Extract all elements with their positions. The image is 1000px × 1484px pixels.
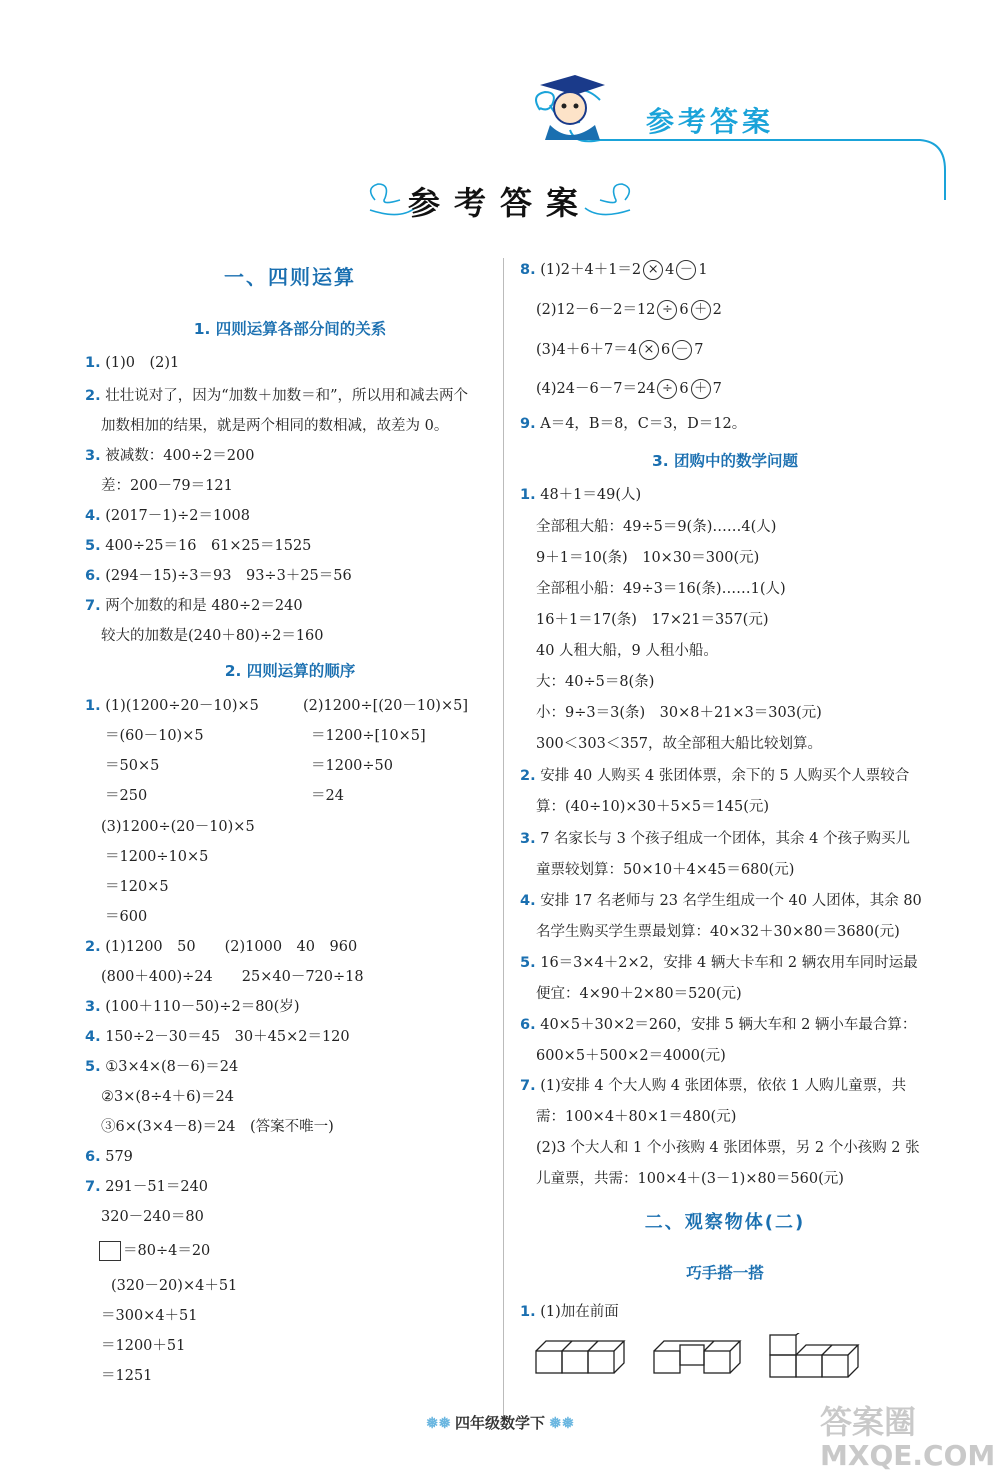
snowflake-icon: ❅❅ bbox=[549, 1414, 575, 1432]
answer-line: 3. (100＋110－50)÷2＝80(岁) bbox=[85, 999, 300, 1015]
answer-line: 3. 被减数：400÷2＝200 bbox=[85, 448, 255, 464]
answer-line: 9. A＝4，B＝8，C＝3，D＝12。 bbox=[520, 416, 747, 432]
answer-line: 6. 579 bbox=[85, 1149, 133, 1165]
answer-line: (320－20)×4＋51 bbox=[111, 1278, 238, 1294]
answer-line: (2)1200÷[(20－10)×5] bbox=[303, 698, 468, 714]
answer-line: ②3×(8÷4＋6)＝24 bbox=[101, 1089, 234, 1105]
page-footer: ❅❅ 四年级数学下 ❅❅ bbox=[425, 1414, 575, 1432]
answer-line: (4)24－6－7＝24 ÷ 6 ＋ 7 bbox=[536, 381, 722, 397]
answer-line: 名学生购买学生票最划算：40×32＋30×80＝3680(元) bbox=[536, 924, 900, 940]
answer-line: ＝80÷4＝20 bbox=[99, 1241, 210, 1261]
answer-line: 童票较划算：50×10＋4×45＝680(元) bbox=[536, 862, 795, 878]
answer-line: 6. (294－15)÷3＝93 93÷3＋25＝56 bbox=[85, 568, 352, 584]
subsection-title: 3. 团购中的数学问题 bbox=[651, 452, 799, 470]
answer-line: 4. 安排 17 名老师与 23 名学生组成一个 40 人团体，其余 80 bbox=[520, 893, 922, 909]
answer-line: 差：200－79＝121 bbox=[101, 478, 233, 494]
answer-line: (2)12－6－2＝12 ÷ 6 ＋ 2 bbox=[536, 302, 722, 318]
answer-line: ＝300×4＋51 bbox=[101, 1308, 198, 1324]
cube-figure-3 bbox=[770, 1333, 858, 1377]
subsection-title: 巧手搭一搭 bbox=[686, 1264, 764, 1282]
section-title: 二、观察物体(二) bbox=[644, 1212, 806, 1233]
answer-line: 大：40÷5＝8(条) bbox=[536, 674, 655, 690]
answer-line: ＝120×5 bbox=[105, 879, 169, 895]
answer-line: 16＋1＝17(条) 17×21＝357(元) bbox=[536, 612, 769, 628]
subsection-title: 2. 四则运算的顺序 bbox=[224, 662, 356, 680]
answer-line: ＝600 bbox=[105, 909, 148, 925]
answer-line: ＝1200÷[10×5] bbox=[311, 728, 426, 744]
answer-line: ＝(60－10)×5 bbox=[105, 728, 204, 744]
answer-line: (2)3 个大人和 1 个小孩购 4 张团体票，另 2 个小孩购 2 张 bbox=[536, 1140, 920, 1156]
answer-line: ③6×(3×4－8)＝24 (答案不唯一) bbox=[101, 1119, 334, 1135]
answer-line: 1. (1)0 (2)1 bbox=[85, 355, 180, 371]
answer-line: 算：(40÷10)×30＋5×5＝145(元) bbox=[536, 799, 770, 815]
answer-line: ＝1200＋51 bbox=[101, 1338, 186, 1354]
column-divider bbox=[503, 258, 504, 1418]
answer-line: ＝250 bbox=[105, 788, 148, 804]
answer-line: 2. (1)1200 50 (2)1000 40 960 bbox=[85, 939, 358, 955]
answer-line: 300＜303＜357，故全部租大船比较划算。 bbox=[536, 736, 823, 752]
answer-line: 5. 400÷25＝16 61×25＝1525 bbox=[85, 538, 312, 554]
answer-line: 8. (1)2＋4＋1＝2 × 4 － 1 bbox=[520, 262, 708, 278]
answer-line: 7. 291－51＝240 bbox=[85, 1179, 209, 1195]
main-title bbox=[360, 170, 640, 230]
answer-line: 5. ①3×4×(8－6)＝24 bbox=[85, 1059, 239, 1075]
mascot-icon bbox=[520, 70, 620, 140]
answer-line: ＝1200÷10×5 bbox=[105, 849, 209, 865]
answer-line: 7. 两个加数的和是 480÷2＝240 bbox=[85, 598, 303, 614]
cube-figures bbox=[534, 1333, 924, 1393]
answer-line: (3)1200÷(20－10)×5 bbox=[101, 819, 255, 835]
answer-line: 全部租大船：49÷5＝9(条)……4(人) bbox=[536, 519, 777, 535]
watermark-url: MXQE.COM bbox=[820, 1439, 996, 1472]
answer-line: 600×5＋500×2＝4000(元) bbox=[536, 1048, 726, 1064]
answer-line: 2. 壮壮说对了，因为“加数＋加数＝和”，所以用和减去两个 bbox=[85, 388, 469, 404]
answer-line: 2. 安排 40 人购买 4 张团体票，余下的 5 人购买个人票较合 bbox=[520, 768, 910, 784]
page-title: 参考答案 bbox=[407, 184, 592, 222]
answer-line: 1. (1)加在前面 bbox=[520, 1304, 619, 1320]
answer-line: 40 人租大船，9 人租小船。 bbox=[536, 643, 718, 659]
answer-line: ＝1200÷50 bbox=[311, 758, 394, 774]
cube-figure-2 bbox=[654, 1341, 740, 1373]
answer-line: 9＋1＝10(条) 10×30＝300(元) bbox=[536, 550, 760, 566]
watermark-logo: 答案圈 bbox=[820, 1403, 917, 1441]
blank-box-icon bbox=[99, 1241, 121, 1261]
answer-line: 较大的加数是(240＋80)÷2＝160 bbox=[101, 628, 324, 644]
answer-line: 小：9÷3＝3(条) 30×8＋21×3＝303(元) bbox=[536, 705, 822, 721]
answer-line: ＝24 bbox=[311, 788, 344, 804]
answer-line: 7. (1)安排 4 个大人购 4 张团体票，依依 1 人购儿童票，共 bbox=[520, 1078, 907, 1094]
answer-line: 便宜：4×90＋2×80＝520(元) bbox=[536, 986, 742, 1002]
cube-figure-1 bbox=[536, 1341, 624, 1373]
answer-line: ＝50×5 bbox=[105, 758, 160, 774]
answer-line: 加数相加的结果，就是两个相同的数相减，故差为 0。 bbox=[101, 418, 449, 434]
answer-line: 4. 150÷2－30＝45 30＋45×2＝120 bbox=[85, 1029, 350, 1045]
section-title: 一、四则运算 bbox=[224, 265, 356, 289]
answer-line: 320－240＝80 bbox=[101, 1209, 204, 1225]
answer-line: 1. (1)(1200÷20－10)×5 bbox=[85, 698, 259, 714]
snowflake-icon: ❅❅ bbox=[425, 1414, 451, 1432]
watermark bbox=[820, 1405, 995, 1473]
answer-line: ＝1251 bbox=[101, 1368, 153, 1384]
answer-line: 5. 16＝3×4＋2×2，安排 4 辆大卡车和 2 辆农用车同时运最 bbox=[520, 955, 918, 971]
answer-line: 儿童票，共需：100×4＋(3－1)×80＝560(元) bbox=[536, 1171, 844, 1187]
answer-line: (800＋400)÷24 25×40－720÷18 bbox=[101, 969, 364, 985]
answer-line: 1. 48＋1＝49(人) bbox=[520, 487, 642, 503]
subsection-title: 1. 四则运算各部分间的关系 bbox=[193, 320, 387, 338]
answer-line: (3)4＋6＋7＝4 × 6 － 7 bbox=[536, 342, 704, 358]
banner-title: 参考答案 bbox=[646, 105, 775, 138]
answer-line: 3. 7 名家长与 3 个孩子组成一个团体，其余 4 个孩子购买儿 bbox=[520, 831, 910, 847]
answer-line: 4. (2017－1)÷2＝1008 bbox=[85, 508, 250, 524]
answer-line: 6. 40×5＋30×2＝260，安排 5 辆大车和 2 辆小车最合算： bbox=[520, 1017, 917, 1033]
answer-line: 需：100×4＋80×1＝480(元) bbox=[536, 1109, 737, 1125]
answer-line: 全部租小船：49÷3＝16(条)……1(人) bbox=[536, 581, 786, 597]
